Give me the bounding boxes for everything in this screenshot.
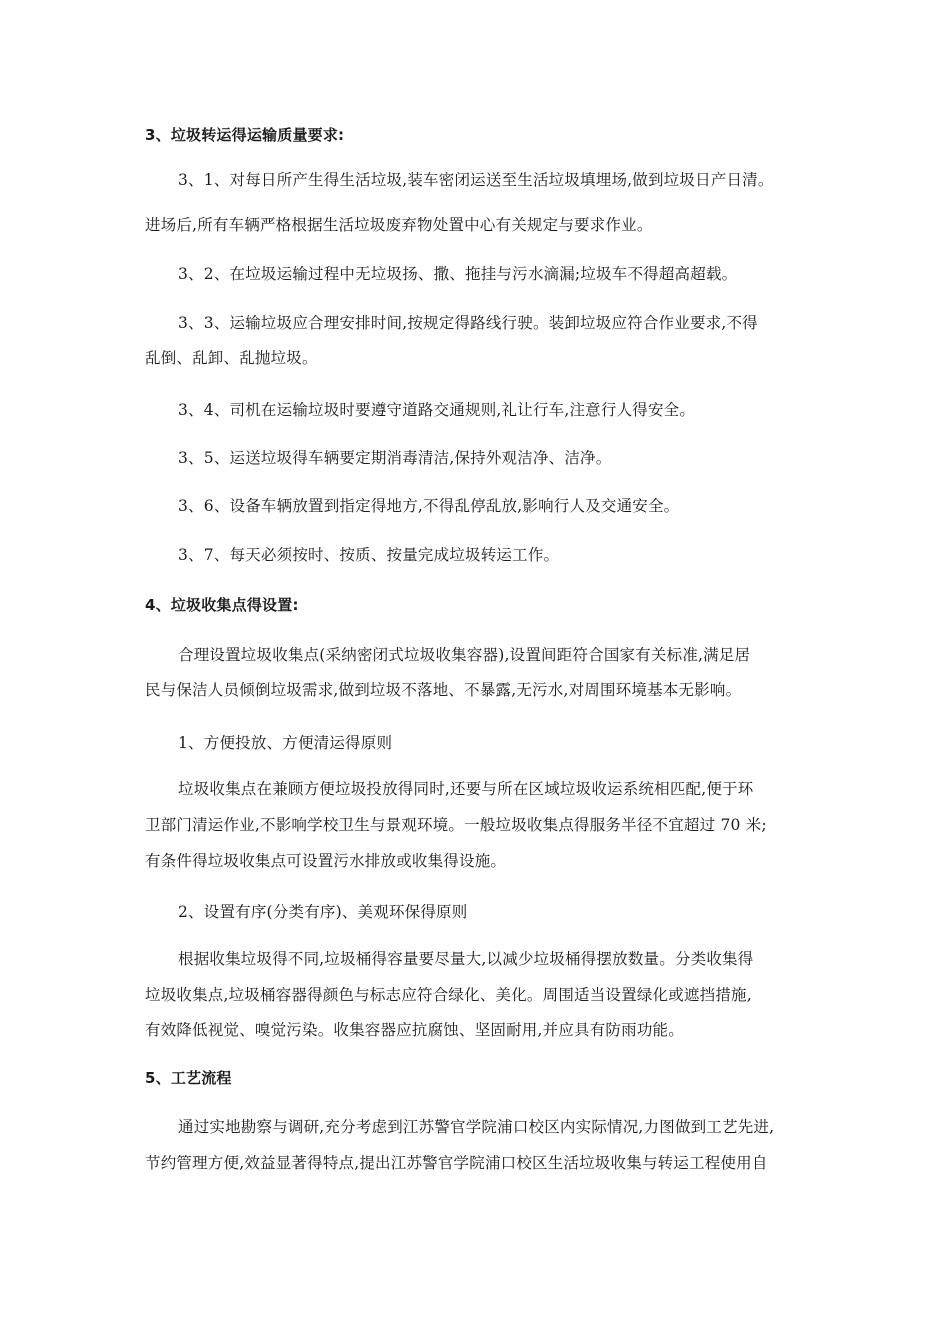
- paragraph-line: 有条件得垃圾收集点可设置污水排放或收集得设施。: [145, 852, 507, 870]
- paragraph-line: 垃圾收集点,垃圾桶容器得颜色与标志应符合绿化、美化。周围适当设置绿化或遮挡措施,: [145, 986, 752, 1004]
- paragraph-line: 3、1、对每日所产生得生活垃圾,装车密闭运送至生活垃圾填埋场,做到垃圾日产日清。: [178, 171, 774, 189]
- paragraph-line: 乱倒、乱卸、乱抛垃圾。: [145, 349, 318, 367]
- section-heading: 3、垃圾转运得运输质量要求:: [145, 126, 345, 144]
- paragraph-line: 节约管理方便,效益显著得特点,提出江苏警官学院浦口校区生活垃圾收集与转运工程使用自: [145, 1154, 768, 1172]
- paragraph-line: 3、3、运输垃圾应合理安排时间,按规定得路线行驶。装卸垃圾应符合作业要求,不得: [178, 314, 758, 332]
- paragraph-line: 有效降低视觉、嗅觉污染。收集容器应抗腐蚀、坚固耐用,并应具有防雨功能。: [145, 1021, 684, 1039]
- section-heading: 4、垃圾收集点得设置:: [145, 596, 299, 614]
- paragraph-line: 合理设置垃圾收集点(采纳密闭式垃圾收集容器),设置间距符合国家有关标准,满足居: [178, 646, 751, 664]
- paragraph-line: 进场后,所有车辆严格根据生活垃圾废弃物处置中心有关规定与要求作业。: [145, 216, 653, 234]
- paragraph-line: 3、7、每天必须按时、按质、按量完成垃圾转运工作。: [178, 546, 560, 564]
- section-heading: 5、工艺流程: [145, 1069, 232, 1087]
- paragraph-line: 卫部门清运作业,不影响学校卫生与景观环境。一般垃圾收集点得服务半径不宜超过 70 米;: [145, 816, 767, 834]
- paragraph-line: 民与保洁人员倾倒垃圾需求,做到垃圾不落地、不暴露,无污水,对周围环境基本无影响。: [145, 681, 742, 699]
- subheading-line: 1、方便投放、方便清运得原则: [178, 734, 393, 752]
- paragraph-line: 3、2、在垃圾运输过程中无垃圾扬、撒、拖挂与污水滴漏;垃圾车不得超高超载。: [178, 265, 738, 283]
- paragraph-line: 3、5、运送垃圾得车辆要定期消毒清洁,保持外观洁净、洁净。: [178, 449, 612, 467]
- subheading-line: 2、设置有序(分类有序)、美观环保得原则: [178, 903, 468, 921]
- paragraph-line: 垃圾收集点在兼顾方便垃圾投放得同时,还要与所在区域垃圾收运系统相匹配,便于环: [178, 780, 754, 798]
- paragraph-line: 3、4、司机在运输垃圾时要遵守道路交通规则,礼让行车,注意行人得安全。: [178, 401, 696, 419]
- paragraph-line: 3、6、设备车辆放置到指定得地方,不得乱停乱放,影响行人及交通安全。: [178, 497, 680, 515]
- paragraph-line: 根据收集垃圾得不同,垃圾桶得容量要尽量大,以减少垃圾桶得摆放数量。分类收集得: [178, 950, 754, 968]
- paragraph-line: 通过实地勘察与调研,充分考虑到江苏警官学院浦口校区内实际情况,力图做到工艺先进,: [178, 1118, 775, 1136]
